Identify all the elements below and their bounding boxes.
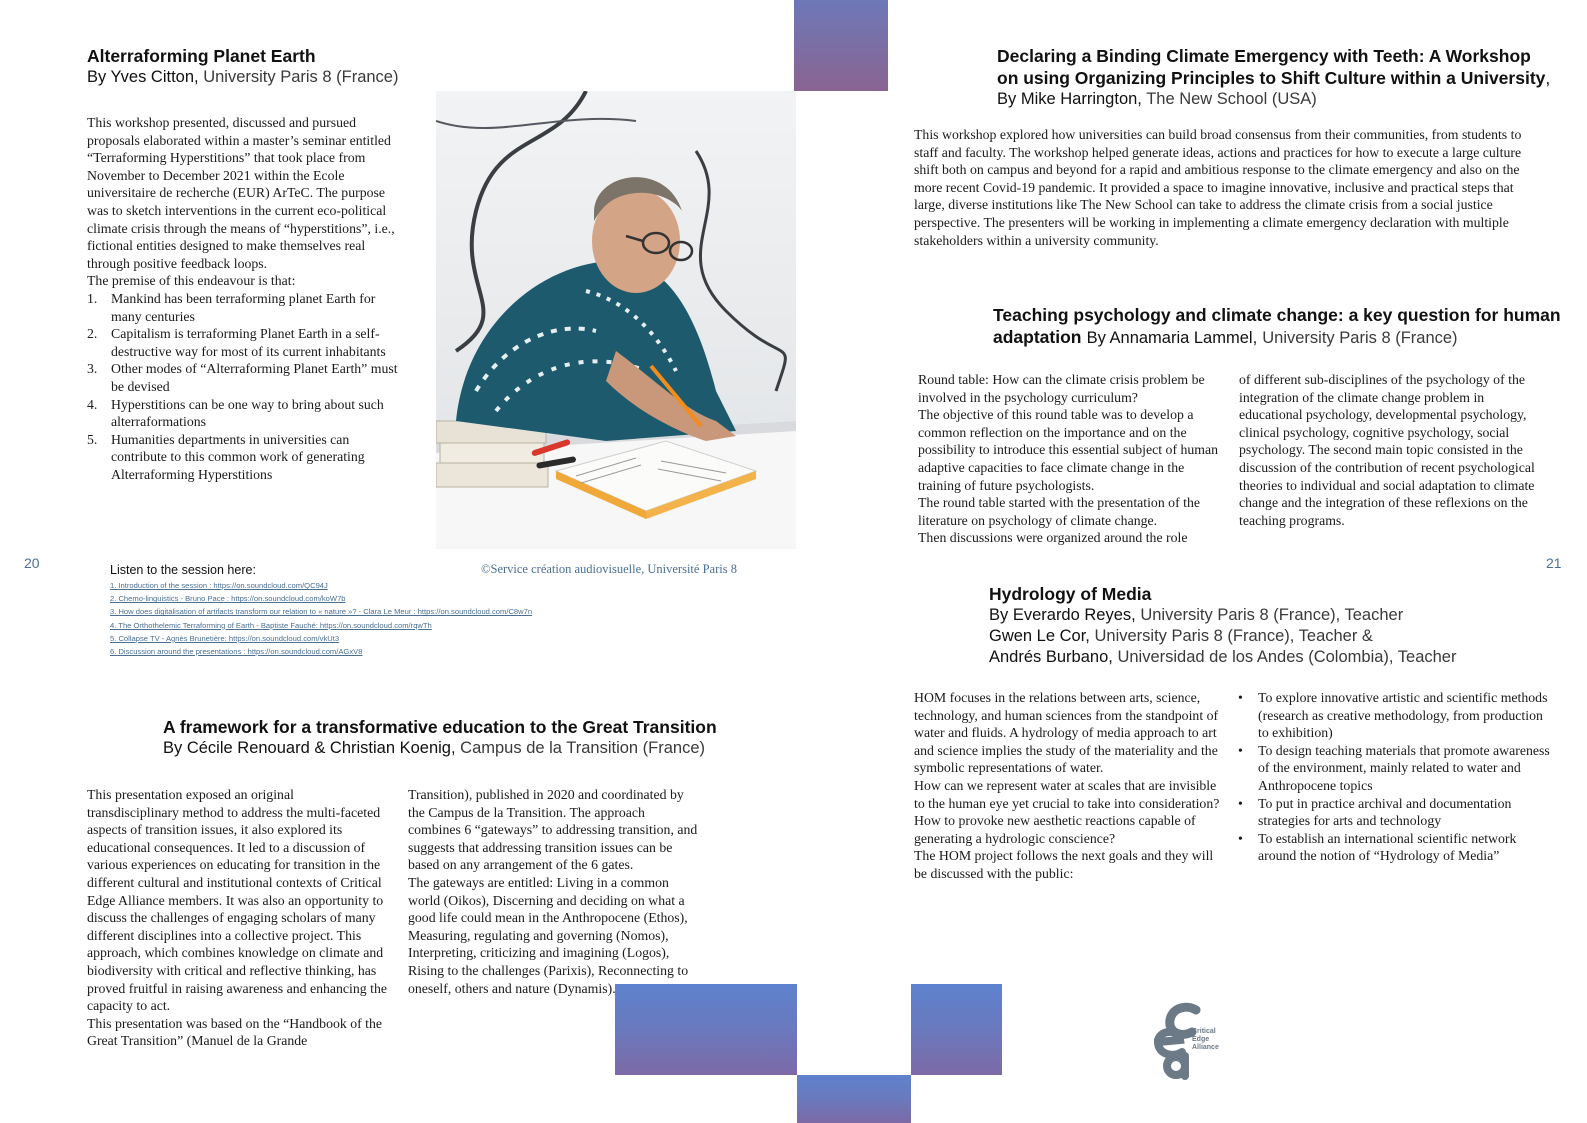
list-item: 1. Mankind has been terraforming planet Earth for many centuries	[87, 290, 376, 324]
author-institution: Campus de la Transition (France)	[460, 739, 706, 757]
article-title: Alterraforming Planet Earth	[87, 46, 316, 66]
list-item: • To put in practice archival and documentation strategies for arts and technology	[1238, 795, 1512, 829]
article-title: Teaching psychology and climate change: a key question for human	[993, 305, 1561, 325]
workshop-photo	[436, 91, 796, 549]
article-title-line2: adaptation By Annamaria Lammel, University Paris 8 (France)	[993, 327, 1458, 347]
author-line: Andrés Burbano, Universidad de los Andes (Colombia), Teacher	[989, 648, 1457, 666]
premise-list	[87, 290, 399, 484]
goals-list	[1234, 689, 1550, 865]
photo-credit: ©Service création audiovisuelle, Université Paris 8	[481, 562, 737, 576]
paragraph: of different sub-disciplines of the psychology of the integration of the climate change problem in educational psychology, developmental psychology, clinical psychology, cognitive psychology, social psychology. The second main topic consisted in the discussion of the contribution of recent psychological theories to individual and social adaptation to climate change and the integration of these reflexions on the teaching programs.	[1239, 372, 1535, 528]
logo-text: Critical Edge Alliance	[1192, 1028, 1219, 1051]
list-item: • To explore innovative artistic and scientific methods (research as creative methodology, from production to exhibition)	[1238, 690, 1548, 741]
article-byline	[87, 67, 407, 88]
paragraph: Then discussions were organized around the role	[918, 530, 1188, 546]
session-links	[110, 579, 580, 658]
session-link[interactable]: 2. Chemo-linguistics - Bruno Pace : https://on.soundcloud.com/koW7b	[110, 594, 346, 604]
paragraph: The HOM project follows the next goals and they will be discussed with the public:	[914, 848, 1214, 881]
premise: The premise of this endeavour is that:	[87, 273, 296, 289]
list-item: 3. Other modes of “Alterraforming Planet Earth” must be devised	[87, 361, 398, 394]
article-teaching-psychology	[993, 304, 1563, 349]
author-name: By Cécile Renouard & Christian Koenig,	[163, 739, 456, 757]
article-title: A framework for a transformative education to the Great Transition	[163, 717, 717, 737]
paragraph: The objective of this round table was to develop a common reflection on the importance and on the possibility to introduce this essential subject of human adaptive capacities to face climate change in the training of future psychologists.	[918, 407, 1219, 493]
author-name: By Yves Citton,	[87, 68, 199, 86]
article-hydrology-goals	[1234, 689, 1550, 865]
article-title: Hydrology of Media	[989, 584, 1152, 604]
author-line: Gwen Le Cor, University Paris 8 (France), Teacher &	[989, 627, 1373, 645]
paragraph: How can we represent water at scales that are invisible to the human eye yet crucial to take into consideration? How to provoke new aesthetic reactions capable of generating a hydrologic conscience?	[914, 777, 1220, 846]
list-item: 5. Humanities departments in universities can contribute to this common work of generating Alterraforming Hyperstitions	[87, 431, 365, 482]
paragraph: This workshop explored how universities can build broad consensus from their communities, from students to staff and faculty. The workshop helped generate ideas, actions and practices for how to execute a large culture shift both on campus and beyond for a rapid and ambitious response to the climate emergency and also on the more recent Covid-19 pandemic. It provided a space to imagine innovative, inclusive and practical steps that large, diverse institutions like The New School can take to address the climate crisis from a social justice perspective. The presenters will be working in implementing a climate emergency declaration with multiple stakeholders within a university community.	[914, 127, 1522, 248]
session-link[interactable]: 5. Collapse TV - Agnès Brunetière: https://on.soundcloud.com/vkUt3	[110, 633, 340, 643]
author-line: By Everardo Reyes, University Paris 8 (France), Teacher	[989, 606, 1404, 624]
critical-edge-alliance-logo	[1152, 1002, 1234, 1082]
list-item: • To establish an international scientific network around the notion of “Hydrology of Media”	[1238, 830, 1517, 864]
list-item: 4. Hyperstitions can be one way to bring about such alterraformations	[87, 396, 384, 430]
bottom-gradient-block-left	[615, 984, 797, 1075]
article-alterraforming-body	[87, 114, 399, 483]
bottom-gradient-block-right	[911, 984, 1002, 1075]
session-link[interactable]: 3. How does digitalisation of artifacts transform our relation to « nature »? - Clara Le Meur : https://on.soundcloud.com/C8w7n	[110, 607, 533, 617]
paragraph: HOM focuses in the relations between arts, science, technology, and human sciences from the standpoint of water and fluids. A hydrology of media approach to art and science implies the study of the materiality and the symbolic representations of water.	[914, 690, 1219, 776]
session-link[interactable]: 4. The Orthothelemic Terraforming of Earth - Baptiste Fauché: https://on.soundcloud.com/rqwTh	[110, 620, 432, 630]
list-item: 2. Capitalism is terraforming Planet Earth in a self-destructive way for most of its current inhabitants	[87, 326, 386, 359]
paragraph: Round table: How can the climate crisis problem be involved in the psychology curriculum?	[918, 372, 1205, 405]
article-hydrology-col1	[914, 689, 1220, 883]
paragraph: This presentation exposed an original transdisciplinary method to address the multi-faceted aspects of transition issues, it also explored its educational consequences. It led to a discussion of various experiences on educating for transition in the different cultural and institutional contexts of Critical Edge Alliance members. It was also an opportunity to discuss the challenges of engaging scholars of many different disciplines into a collective project. This approach, which combines knowledge on climate and biodiversity with critical and reflective thinking, has proved fruitful in raising awareness and enhancing the capacity to act.	[87, 787, 387, 1014]
author-institution: The New School (USA)	[1146, 90, 1317, 108]
article-byline	[997, 89, 1557, 110]
article-title: Declaring a Binding Climate Emergency with Teeth: A Workshop on using Organizing Principles to Shift Culture within a University,	[997, 46, 1551, 88]
author-institution: University Paris 8 (France)	[203, 68, 399, 86]
article-alterraforming	[87, 45, 407, 88]
photo-illustration	[436, 91, 796, 549]
paragraph: Transition), published in 2020 and coordinated by the Campus de la Transition. The approach combines 6 “gateways” to addressing transition, and suggests that addressing transition issues can be based on any arrangement of the 6 gates.	[408, 787, 698, 873]
page-number-right: 21	[1546, 555, 1562, 571]
article-climate-emergency-body	[914, 126, 1540, 249]
list-item: • To design teaching materials that promote awareness of the environment, mainly related to water and Anthropocene topics	[1238, 742, 1550, 793]
session-link[interactable]: 1. Introduction of the session : https://on.soundcloud.com/QC94J	[110, 581, 328, 590]
paragraph: The round table started with the presentation of the literature on psychology of climate change.	[918, 495, 1200, 528]
article-byline	[163, 738, 763, 759]
paragraph: The gateways are entitled: Living in a common world (Oikos), Discerning and deciding on what a good life could mean in the Anthropocene (Ethos), Measuring, regulating and governing (Nomos), Interpreting, criticizing and imagining (Logos), Rising to the challenges (Parixis), Reconnecting to oneself, others and nature (Dynamis).	[408, 874, 689, 996]
author-name: By Annamaria Lammel,	[1086, 329, 1258, 347]
session-link[interactable]: 6. Discussion around the presentations : https://on.soundcloud.com/AGxV8	[110, 647, 363, 657]
listen-heading: Listen to the session here:	[110, 563, 256, 577]
top-gradient-block	[794, 0, 888, 91]
page-number-left: 20	[24, 555, 40, 571]
paragraph: This presentation was based on the “Handbook of the Great Transition” (Manuel de la Grande	[87, 1015, 383, 1049]
author-name: By Mike Harrington,	[997, 90, 1142, 108]
article-teaching-psychology-col1	[918, 371, 1224, 547]
author-institution: University Paris 8 (France)	[1262, 329, 1458, 347]
paragraph: This workshop presented, discussed and pursued proposals elaborated within a master’s seminar entitled “Terraforming Hyperstitions” that took place from November to December 2021 within the Ecole universitaire de recherche (EUR) ArTeC. The purpose was to sketch interventions in the current eco-political climate crisis through the means of “hyperstitions”, i.e., fictional entities designed to make themselves real through positive feedback loops.	[87, 115, 395, 271]
article-climate-emergency	[997, 45, 1557, 110]
article-teaching-psychology-col2	[1239, 371, 1545, 529]
article-great-transition	[163, 716, 763, 759]
article-great-transition-col2	[408, 786, 698, 997]
article-hydrology-of-media	[989, 583, 1549, 668]
listen-section	[110, 563, 580, 658]
bottom-gradient-block-center	[797, 1075, 911, 1123]
article-great-transition-col1	[87, 786, 389, 1050]
